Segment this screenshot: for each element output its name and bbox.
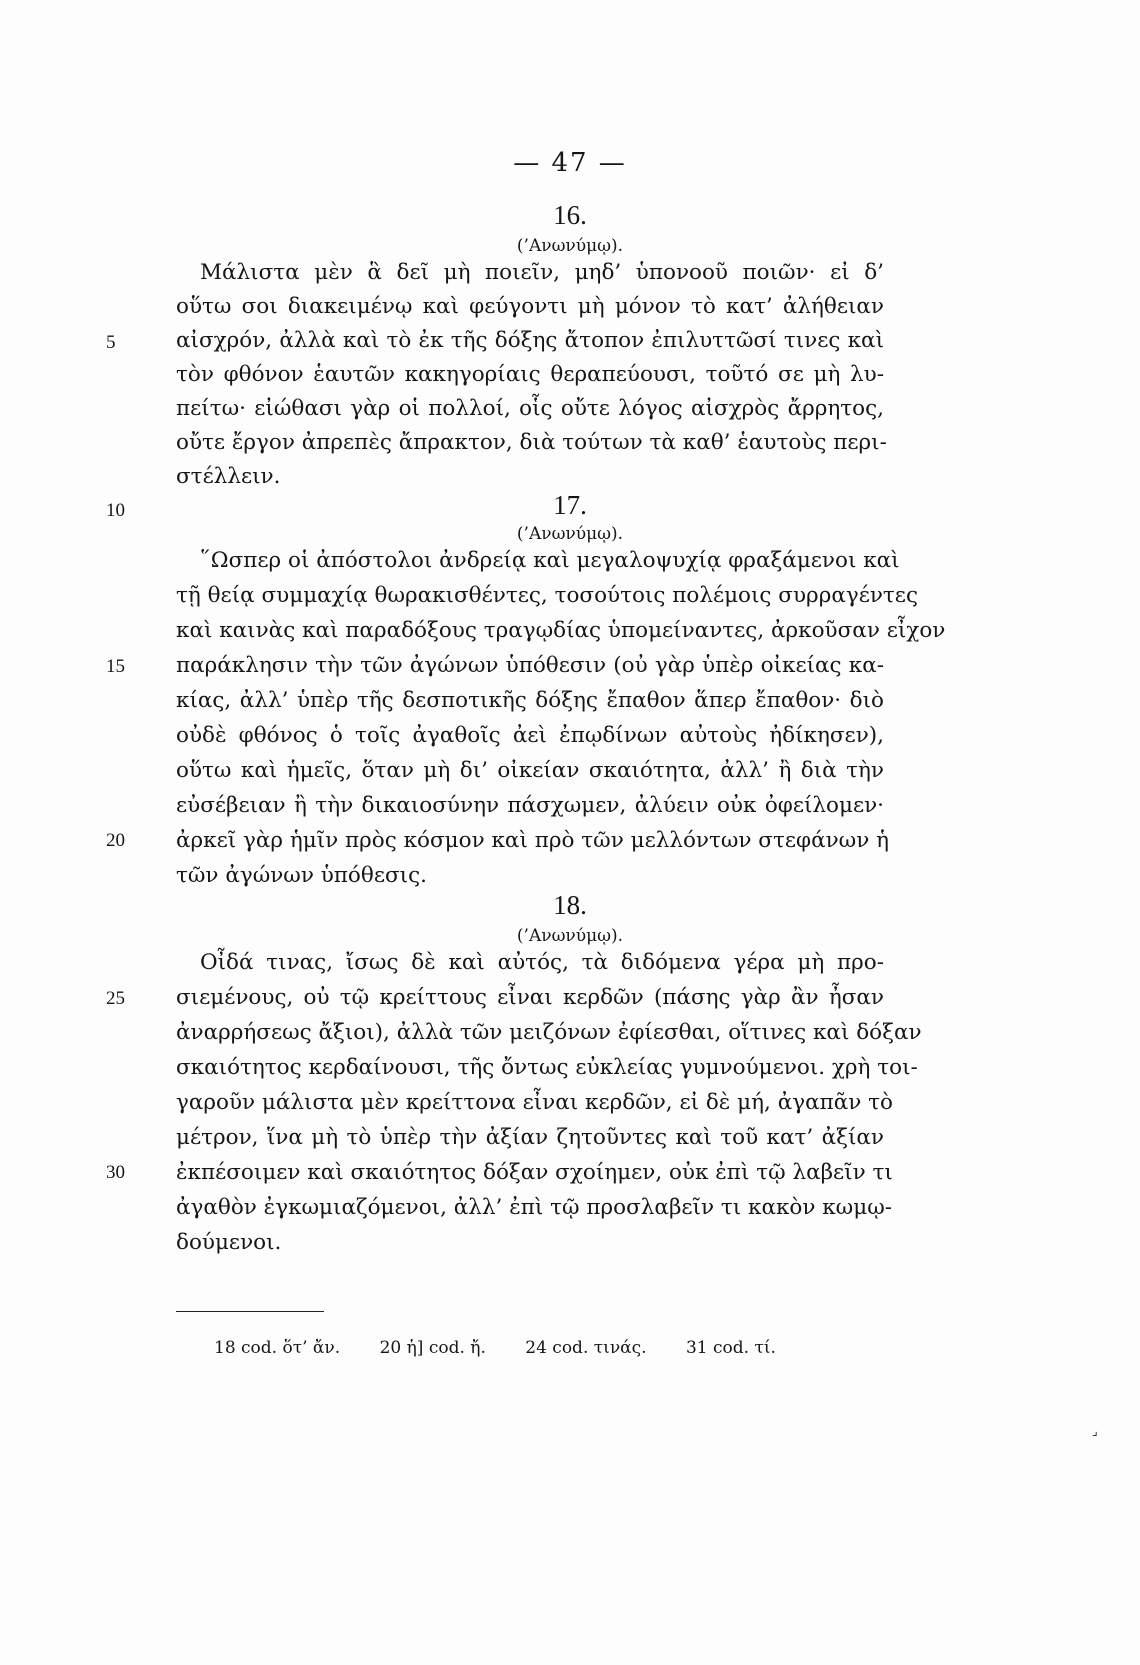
text-line: οὐδὲ φθόνος ὁ τοῖς ἀγαθοῖς ἀεὶ ἐπῳδίνων αὐτοὺς ἠδίκησεν), [176,723,884,748]
text-line: ῞Ωσπερ οἱ ἀπόστολοι ἀνδρείᾳ καὶ μεγαλοψυχίᾳ φραξάμενοι καὶ [200,548,900,573]
footnote-rule [176,1311,324,1312]
section-number-17: 17. [553,490,587,520]
footnote: 20 ἡ] cod. ἤ. [379,1338,486,1358]
text-line: εὐσέβειαν ἢ τὴν δικαιοσύνην πάσχωμεν, ἀλύειν οὐκ ὀφείλομεν· [176,793,884,818]
text-line: Οἶδά τινας, ἴσως δὲ καὶ αὐτός, τὰ διδόμενα γέρα μὴ προ- [200,950,884,975]
text-line: παράκλησιν τὴν τῶν ἀγώνων ὑπόθεσιν (οὐ γὰρ ὑπὲρ οἰκείας κα- [176,653,884,678]
section-subtitle-17: (’Ανωνύμῳ). [516,524,624,544]
text-line: ἀρκεῖ γὰρ ἡμῖν πρὸς κόσμον καὶ πρὸ τῶν μελλόντων στεφάνων ἡ [176,828,889,853]
text-line: τῇ θείᾳ συμμαχίᾳ θωρακισθέντες, τοσούτοις πολέμοις συρραγέντες [176,583,918,608]
line-number: 30 [106,1162,125,1183]
text-line: ἀναρρήσεως ἄξιοι), ἀλλὰ τῶν μειζόνων ἐφίεσθαι, οἵτινες καὶ δόξαν [176,1020,922,1045]
section-subtitle-16: (’Ανωνύμῳ). [516,236,624,256]
line-number: 25 [106,988,125,1009]
footnote: 24 cod. τινάς. [525,1338,647,1358]
text-line: σκαιότητος κερδαίνουσι, τῆς ὄντως εὐκλείας γυμνούμενοι. χρὴ τοι- [176,1055,918,1080]
page-number: — 47 — [513,148,627,178]
line-number: 20 [106,830,125,851]
footnote: 18 cod. ὅτ’ ἄν. [214,1338,341,1358]
corner-mark: ⌟ [1092,1424,1098,1438]
line-number: 10 [106,500,125,521]
text-line: τὸν φθόνον ἑαυτῶν κακηγορίαις θεραπεύουσι, τοῦτό σε μὴ λυ- [176,362,884,387]
text-line: οὕτω καὶ ἡμεῖς, ὅταν μὴ δι’ οἰκείαν σκαιότητα, ἀλλ’ ἢ διὰ τὴν [176,758,884,783]
text-line: ἀγαθὸν ἐγκωμιαζόμενοι, ἀλλ’ ἐπὶ τῷ προσλαβεῖν τι κακὸν κωμῳ- [176,1195,892,1220]
text-line: Μάλιστα μὲν ἃ δεῖ μὴ ποιεῖν, μηδ’ ὑπονοοῦ ποιῶν· εἰ δ’ [200,260,884,285]
text-line: κίας, ἀλλ’ ὑπὲρ τῆς δεσποτικῆς δόξης ἔπαθον ἅπερ ἔπαθον· διὸ [176,688,884,713]
text-line: μέτρον, ἵνα μὴ τὸ ὑπὲρ τὴν ἀξίαν ζητοῦντες καὶ τοῦ κατ’ ἀξίαν [176,1125,884,1150]
text-line: οὕτω σοι διακειμένῳ καὶ φεύγοντι μὴ μόνον τὸ κατ’ ἀλήθειαν [176,294,884,319]
text-line: αἰσχρόν, ἀλλὰ καὶ τὸ ἐκ τῆς δόξης ἄτοπον ἐπιλυττῶσί τινες καὶ [176,328,884,353]
text-line: στέλλειν. [176,464,281,489]
line-number: 5 [106,332,116,353]
section-number-16: 16. [553,200,587,230]
footnote: 31 cod. τί. [685,1338,776,1358]
text-line: καὶ καινὰς καὶ παραδόξους τραγῳδίας ὑπομείναντες, ἀρκοῦσαν εἶχον [176,618,946,643]
text-line: σιεμένους, οὐ τῷ κρείττους εἶναι κερδῶν (πάσης γὰρ ἂν ἦσαν [176,985,884,1010]
text-line: τῶν ἀγώνων ὑπόθεσις. [176,863,427,888]
text-line: πείτω· εἰώθασι γὰρ οἱ πολλοί, οἷς οὔτε λόγος αἰσχρὸς ἄρρητος, [176,396,884,421]
footnotes [214,1338,810,1358]
line-number: 15 [106,656,125,677]
section-subtitle-18: (’Ανωνύμῳ). [516,926,624,946]
text-line: ἐκπέσοιμεν καὶ σκαιότητος δόξαν σχοίημεν, οὐκ ἐπὶ τῷ λαβεῖν τι [176,1160,893,1185]
section-number-18: 18. [553,890,587,920]
text-line: οὔτε ἔργον ἀπρεπὲς ἄπρακτον, διὰ τούτων τὰ καθ’ ἑαυτοὺς περι- [176,430,887,455]
text-line: δούμενοι. [176,1230,282,1255]
text-line: γαροῦν μάλιστα μὲν κρείττονα εἶναι κερδῶν, εἰ δὲ μή, ἀγαπᾶν τὸ [176,1090,893,1115]
